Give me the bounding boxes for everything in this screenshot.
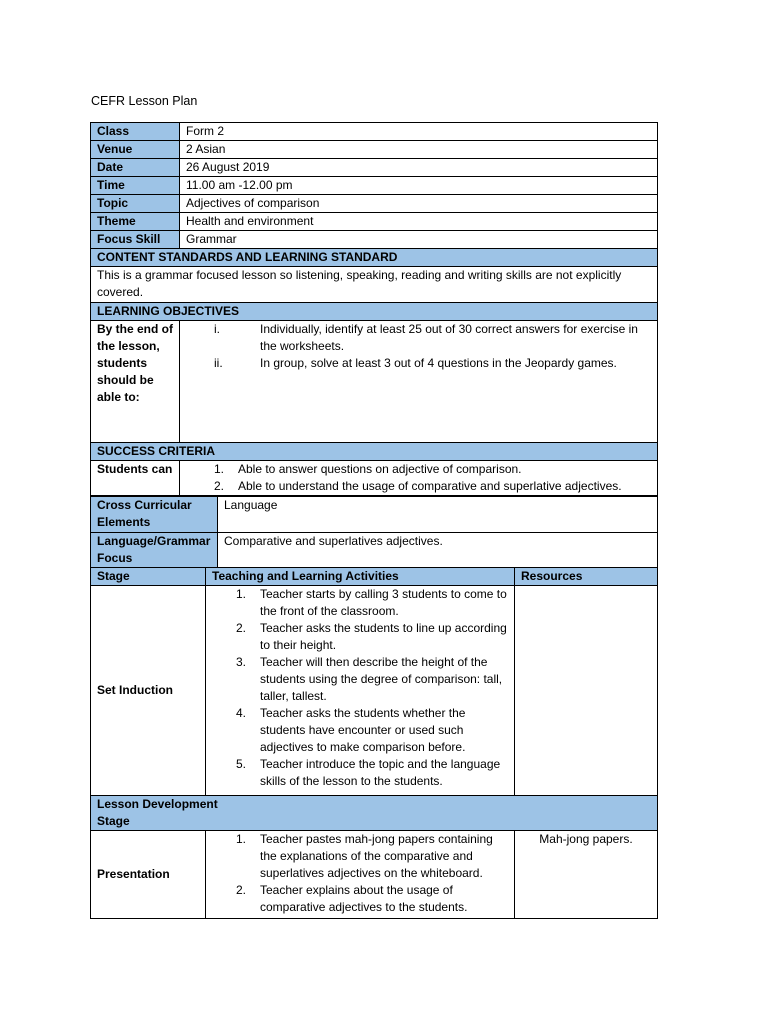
info-value-topic: Adjectives of comparison [180,195,658,213]
info-value-focus-skill: Grammar [180,231,658,249]
presentation-stage: Presentation [91,831,206,919]
language-focus-value: Comparative and superlatives adjectives. [218,533,658,568]
success-criteria-list-cell [180,461,658,496]
stage-header: Stage [91,568,206,586]
list-item: 1. Teacher pastes mah-jong papers containing the explanations of the comparative and superlatives adjectives on the whiteboard. [236,832,493,880]
set-induction-resources [515,586,658,796]
elements-table [90,496,658,568]
list-item: 5. Teacher introduce the topic and the language skills of the lesson to the students. [236,757,501,788]
info-label-venue: Venue [91,141,180,159]
cross-curricular-label: Cross Curricular Elements [91,497,218,533]
list-item: 2. Teacher asks the students to line up according to their height. [236,621,507,652]
info-value-theme: Health and environment [180,213,658,231]
document-title: CEFR Lesson Plan [91,94,198,108]
learning-objectives-label: By the end of the lesson, students should be able to: [91,321,180,443]
content-standards-text: This is a grammar focused lesson so listening, speaking, reading and writing skills are not explicitly covered. [91,267,658,303]
success-criteria-list [186,461,651,495]
content-standards-heading: CONTENT STANDARDS AND LEARNING STANDARD [91,249,658,267]
info-label-class: Class [91,123,180,141]
success-criteria-heading: SUCCESS CRITERIA [91,443,658,461]
presentation-list [212,831,508,916]
set-induction-list [212,586,508,790]
list-item: 2. Teacher explains about the usage of comparative adjectives to the students. [236,883,468,914]
info-value-class: Form 2 [180,123,658,141]
info-value-date: 26 August 2019 [180,159,658,177]
success-criteria-label: Students can [91,461,180,496]
lesson-info-table [90,122,658,496]
info-label-topic: Topic [91,195,180,213]
list-item: 1. Able to answer questions on adjective of comparison. [214,462,522,476]
learning-objectives-list [186,321,651,372]
info-label-focus-skill: Focus Skill [91,231,180,249]
language-focus-label: Language/Grammar Focus [91,533,218,568]
info-label-time: Time [91,177,180,195]
presentation-activities [206,831,515,919]
activities-header: Teaching and Learning Activities [206,568,515,586]
list-item: 4. Teacher asks the students whether the students have encounter or used such adjectives to make comparison before. [236,706,466,754]
learning-objectives-list-cell [180,321,658,443]
lesson-development-heading: Lesson Development Stage [91,796,658,831]
info-value-venue: 2 Asian [180,141,658,159]
info-label-date: Date [91,159,180,177]
info-value-time: 11.00 am -12.00 pm [180,177,658,195]
learning-objectives-heading: LEARNING OBJECTIVES [91,303,658,321]
list-item: 3. Teacher will then describe the height of the students using the degree of comparison: tall, taller, tallest. [236,655,503,703]
resources-header: Resources [515,568,658,586]
stages-table [90,567,658,919]
list-item: i. Individually, identify at least 25 out of 30 correct answers for exercise in the worksheets. [214,322,638,353]
cross-curricular-value: Language [218,497,658,533]
list-item: 1. Teacher starts by calling 3 students to come to the front of the classroom. [236,587,507,618]
presentation-resources: Mah-jong papers. [515,831,658,919]
info-label-theme: Theme [91,213,180,231]
set-induction-stage: Set Induction [91,586,206,796]
list-item: 2. Able to understand the usage of comparative and superlative adjectives. [214,479,622,493]
set-induction-activities [206,586,515,796]
list-item: ii. In group, solve at least 3 out of 4 questions in the Jeopardy games. [214,356,617,370]
